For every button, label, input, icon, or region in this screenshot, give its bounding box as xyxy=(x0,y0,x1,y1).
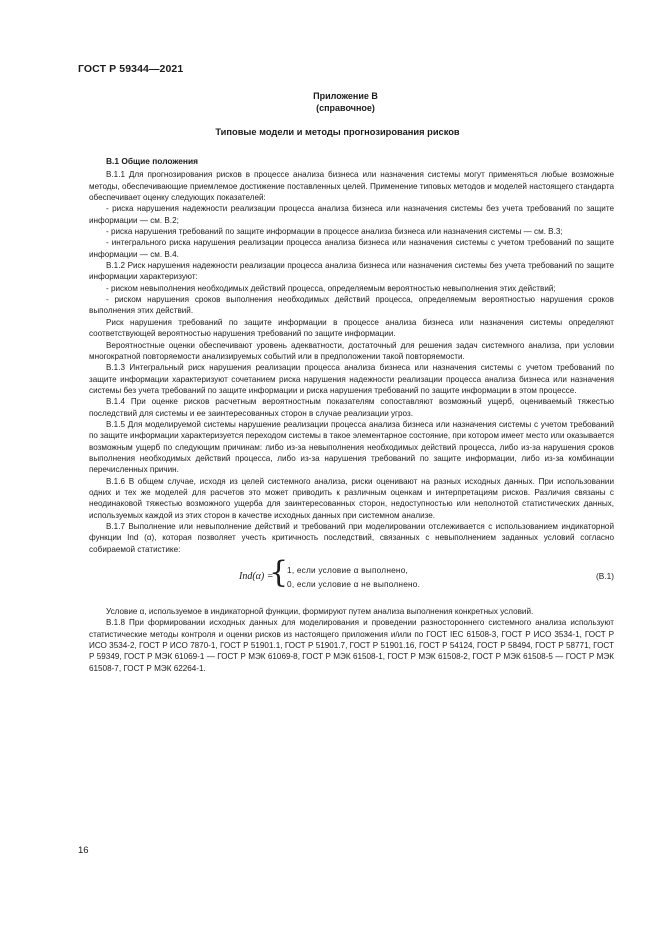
section-title xyxy=(0,127,661,137)
formula-lhs: Ind(α) = xyxy=(239,571,274,583)
subsection-heading: В.1 Общие положения xyxy=(106,156,199,166)
paragraph: В.1.6 В общем случае, исходя из целей системного анализа, риски оценивают на разных исходных данных. При использовании одних и тех же моделей для расчетов это может приводить к различным оценкам и интерпретациям рисков. Различия связаны с неодинаковой тяжестью возможного ущерба для заинтересованных сторон, недоступностью или неполнотой статистических данных, используемых каждой из этих сторон в качестве исходных данных при системном анализе. xyxy=(89,476,614,520)
paragraph: - риска нарушения надежности реализации процесса анализа бизнеса или назначения системы без учета требований по защите информации — см. В.2; xyxy=(89,204,614,225)
paragraph: - риском невыполнения необходимых действий процесса, определяемым вероятностью невыполнения этих действий; xyxy=(106,283,556,293)
paragraph: В.1.3 Интегральный риск нарушения реализации процесса анализа бизнеса или назначения системы с учетом требований по защите информации характеризуют сочетанием риска нарушения надежности реализации процесса анализа бизнеса или назначения системы без учета требований по защите информации и риска нарушения требований по защите информации в этом процессе. xyxy=(89,363,614,395)
formula-brace: { xyxy=(269,555,289,591)
paragraph: Вероятностные оценки обеспечивают уровень адекватности, достаточный для решения задач системного анализа, при условии многократной повторяемости анализируемых событий или в предположении такой повторяемости. xyxy=(89,340,614,361)
formula-number: (В.1) xyxy=(596,571,614,582)
paragraph: В.1.1 Для прогнозирования рисков в процессе анализа бизнеса или назначения системы могут применяться любые возможные методы, обеспечивающие приемлемое достижение поставленных целей. Применение типовых методов и моделей настоящего стандарта обеспечивает оценку следующих показателей: xyxy=(89,170,614,203)
annex-title: Приложение В xyxy=(313,91,378,101)
section-title-text: Типовые модели и методы прогнозирования рисков xyxy=(215,127,460,137)
standard-header: ГОСТ Р 59344—2021 xyxy=(78,63,184,75)
formula-b1 xyxy=(89,555,614,604)
annex-heading xyxy=(0,91,661,114)
paragraph: Риск нарушения требований по защите информации в процессе анализа бизнеса или назначения системы определяют соответствующей вероятностью нарушения требований по защите информации. xyxy=(89,317,614,339)
annex-subtitle: (справочное) xyxy=(316,102,375,113)
paragraph: В.1.2 Риск нарушения надежности реализации процесса анализа бизнеса или назначения системы без учета требований по защите информации характеризуют: xyxy=(89,261,614,282)
paragraph: В.1.7 Выполнение или невыполнение действий и требований при моделировании отслеживается с использованием индикаторной функции Ind (α), которая позволяет учесть критичность последствий, связанных с невыполнением заданных условий согласно собираемой статистике: xyxy=(89,522,614,554)
paragraph: - риском нарушения сроков выполнения необходимых действий процесса, определяемым вероятностью нарушения сроков выполнения этих действий. xyxy=(89,295,614,316)
body-text xyxy=(89,155,614,674)
page-number: 16 xyxy=(78,845,89,856)
paragraph: В.1.5 Для моделируемой системы нарушение реализации процесса анализа бизнеса или назначения системы с учетом требований по защите информации характеризуется переходом системы в такое элементарное состояние, при котором имеет место или оказывается возможным ущерб по следующим причинам: либо из-за невыполнения необходимых действий процесса, либо из-за нарушения сроков выполнения необходимых действий процесса, либо из-за нарушения требований по защите информации, либо из-за комбинации перечисленных причин. xyxy=(89,419,615,475)
paragraph: - интегрального риска нарушения реализации процесса анализа бизнеса или назначения системы с учетом требований по защите информации — см. В.4. xyxy=(89,238,614,259)
formula-case-false: 0, если условие α не выполнено. xyxy=(287,579,421,590)
paragraph: В.1.4 При оценке рисков расчетным вероятностным показателям сопоставляют возможный ущерб, оцениваемый тяжестью последствий для системы и ее заинтересованных сторон в случае реализации угроз. xyxy=(89,397,614,418)
paragraph: В.1.8 При формировании исходных данных для моделирования и проведении разностороннего системного анализа используют статистические методы контроля и оценки рисков из настоящего приложения и/или по ГОСТ IEC 61508-3, ГОСТ Р ИСО 3534-1, ГОСТ Р ИСО 3534-2, ГОСТ Р ИСО 7870-1, ГОСТ Р 51901.1, ГОСТ Р 51901.7, ГОСТ Р 51901.16, ГОСТ Р 54124, ГОСТ Р 58494, ГОСТ Р 58771, ГОСТ Р 59349, ГОСТ Р МЭК 61069-1 — ГОСТ Р МЭК 61069-8, ГОСТ Р МЭК 61508-1, ГОСТ Р МЭК 61508-2, ГОСТ Р МЭК 61508-5 — ГОСТ Р МЭК 61508-7, ГОСТ Р МЭК 62264-1. xyxy=(89,618,614,673)
paragraph: - риска нарушения требований по защите информации в процессе анализа бизнеса или назначения системы — см. В.3; xyxy=(106,227,563,237)
paragraph: Условие α, используемое в индикаторной функции, формируют путем анализа выполнения конкретных условий. xyxy=(106,607,534,617)
formula-case-true: 1, если условие α выполнено, xyxy=(287,565,409,576)
